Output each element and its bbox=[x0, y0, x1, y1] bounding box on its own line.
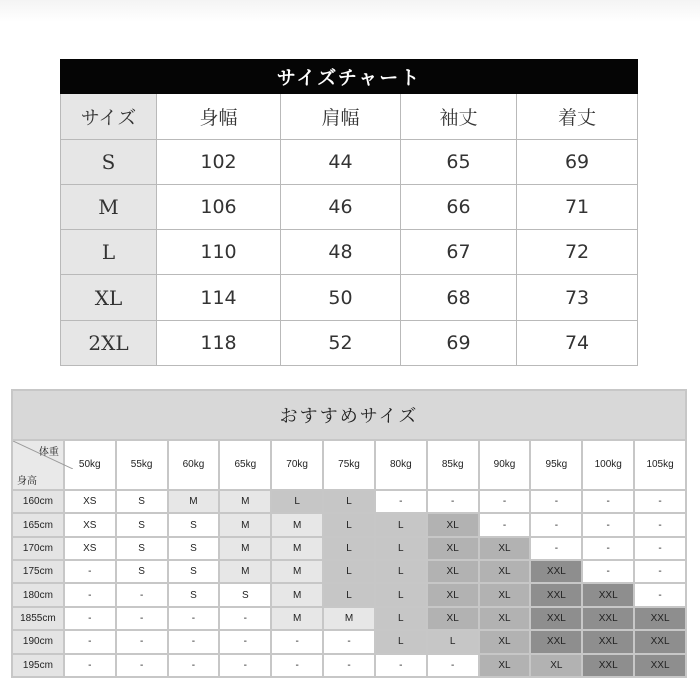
size-header-cell: 着丈 bbox=[517, 94, 638, 139]
size-row bbox=[61, 139, 638, 184]
recommend-size-cell: - bbox=[65, 655, 115, 676]
recommend-row bbox=[13, 514, 685, 535]
size-value-cell: 73 bbox=[517, 275, 638, 320]
size-value-cell: 71 bbox=[517, 184, 638, 229]
recommend-size-cell: M bbox=[272, 561, 322, 582]
size-value-cell: 67 bbox=[401, 230, 517, 275]
recommend-row bbox=[13, 655, 685, 676]
recommend-size-cell: S bbox=[169, 584, 219, 605]
size-chart-table bbox=[60, 59, 638, 366]
recommend-size-cell: - bbox=[583, 514, 633, 535]
weight-header-cell: 65kg bbox=[220, 441, 270, 489]
size-value-cell: 65 bbox=[401, 139, 517, 184]
recommend-size-cell: - bbox=[480, 491, 530, 512]
size-header-cell: 袖丈 bbox=[401, 94, 517, 139]
recommend-size-cell: XS bbox=[65, 514, 115, 535]
recommend-size-cell: XS bbox=[65, 491, 115, 512]
recommend-size-cell: XL bbox=[480, 608, 530, 629]
recommend-size-cell: - bbox=[480, 514, 530, 535]
recommend-size-cell: - bbox=[65, 608, 115, 629]
size-value-cell: 46 bbox=[281, 184, 401, 229]
size-row bbox=[61, 320, 638, 365]
recommend-size-cell: L bbox=[376, 584, 426, 605]
recommend-size-cell: - bbox=[635, 491, 685, 512]
size-value-cell: 69 bbox=[401, 320, 517, 365]
corner-cell bbox=[13, 441, 63, 489]
recommend-size-cell: - bbox=[376, 491, 426, 512]
size-label-cell: L bbox=[61, 230, 157, 275]
recommend-size-cell: L bbox=[376, 631, 426, 652]
size-value-cell: 52 bbox=[281, 320, 401, 365]
height-label-cell: 195cm bbox=[13, 655, 63, 676]
size-label-cell: 2XL bbox=[61, 320, 157, 365]
recommend-size-cell: - bbox=[635, 538, 685, 559]
recommend-row bbox=[13, 584, 685, 605]
weight-header-cell: 55kg bbox=[117, 441, 167, 489]
recommend-size-cell: L bbox=[324, 491, 374, 512]
recommend-size-cell: - bbox=[635, 514, 685, 535]
size-value-cell: 102 bbox=[157, 139, 281, 184]
recommend-size-cell: XL bbox=[480, 655, 530, 676]
recommend-size-cell: - bbox=[531, 491, 581, 512]
recommend-size-cell: - bbox=[272, 655, 322, 676]
recommend-title: おすすめサイズ bbox=[13, 391, 685, 439]
recommend-size-cell: XXL bbox=[635, 631, 685, 652]
recommend-size-cell: XL bbox=[480, 538, 530, 559]
recommend-size-cell: S bbox=[117, 538, 167, 559]
size-value-cell: 66 bbox=[401, 184, 517, 229]
recommend-size-cell: L bbox=[272, 491, 322, 512]
recommend-size-cell: - bbox=[635, 561, 685, 582]
height-label-cell: 160cm bbox=[13, 491, 63, 512]
recommend-size-cell: XL bbox=[480, 584, 530, 605]
recommend-size-cell: XXL bbox=[583, 584, 633, 605]
recommend-size-cell: XXL bbox=[531, 631, 581, 652]
recommend-size-cell: L bbox=[376, 608, 426, 629]
recommend-row bbox=[13, 631, 685, 652]
recommend-size-cell: M bbox=[272, 608, 322, 629]
weight-header-cell: 80kg bbox=[376, 441, 426, 489]
recommend-row bbox=[13, 538, 685, 559]
weight-header-cell: 100kg bbox=[583, 441, 633, 489]
size-row bbox=[61, 230, 638, 275]
weight-header-cell: 60kg bbox=[169, 441, 219, 489]
recommend-size-cell: - bbox=[220, 608, 270, 629]
recommend-size-cell: L bbox=[324, 514, 374, 535]
size-chart-title: サイズチャート bbox=[61, 60, 638, 94]
size-value-cell: 44 bbox=[281, 139, 401, 184]
weight-header-cell: 105kg bbox=[635, 441, 685, 489]
weight-header-cell: 90kg bbox=[480, 441, 530, 489]
recommend-row bbox=[13, 491, 685, 512]
height-label-cell: 180cm bbox=[13, 584, 63, 605]
recommend-size-cell: M bbox=[220, 491, 270, 512]
recommend-size-cell: XL bbox=[428, 538, 478, 559]
recommend-size-cell: XXL bbox=[635, 655, 685, 676]
recommend-size-cell: XL bbox=[428, 561, 478, 582]
recommend-size-cell: M bbox=[220, 514, 270, 535]
recommend-size-cell: XS bbox=[65, 538, 115, 559]
recommend-size-cell: - bbox=[65, 584, 115, 605]
top-shade bbox=[0, 0, 700, 22]
recommend-size-cell: XL bbox=[480, 631, 530, 652]
weight-header-cell: 50kg bbox=[65, 441, 115, 489]
recommend-size-cell: L bbox=[376, 514, 426, 535]
recommend-size-cell: - bbox=[65, 631, 115, 652]
size-label-cell: M bbox=[61, 184, 157, 229]
recommend-size-cell: - bbox=[583, 538, 633, 559]
recommend-size-cell: XL bbox=[428, 584, 478, 605]
recommend-size-cell: - bbox=[169, 608, 219, 629]
recommend-size-cell: M bbox=[272, 584, 322, 605]
recommend-size-cell: - bbox=[531, 538, 581, 559]
recommend-size-cell: XXL bbox=[531, 561, 581, 582]
recommend-size-cell: - bbox=[376, 655, 426, 676]
recommend-size-cell: L bbox=[324, 584, 374, 605]
recommend-size-cell: S bbox=[220, 584, 270, 605]
recommend-size-cell: XXL bbox=[583, 608, 633, 629]
size-value-cell: 114 bbox=[157, 275, 281, 320]
height-label-cell: 165cm bbox=[13, 514, 63, 535]
recommend-size-cell: - bbox=[117, 608, 167, 629]
size-value-cell: 69 bbox=[517, 139, 638, 184]
recommend-size-cell: XXL bbox=[531, 608, 581, 629]
recommend-table bbox=[11, 389, 687, 678]
height-label-cell: 190cm bbox=[13, 631, 63, 652]
size-value-cell: 74 bbox=[517, 320, 638, 365]
recommend-size-cell: M bbox=[220, 538, 270, 559]
size-value-cell: 68 bbox=[401, 275, 517, 320]
recommend-size-cell: L bbox=[376, 538, 426, 559]
recommend-size-cell: M bbox=[272, 514, 322, 535]
recommend-size-cell: - bbox=[117, 584, 167, 605]
height-label-cell: 1855cm bbox=[13, 608, 63, 629]
weight-header-cell: 75kg bbox=[324, 441, 374, 489]
recommend-size-cell: S bbox=[117, 514, 167, 535]
recommend-size-cell: - bbox=[65, 561, 115, 582]
size-value-cell: 118 bbox=[157, 320, 281, 365]
recommend-size-cell: - bbox=[169, 631, 219, 652]
size-header-cell: サイズ bbox=[61, 94, 157, 139]
size-label-cell: S bbox=[61, 139, 157, 184]
size-value-cell: 72 bbox=[517, 230, 638, 275]
recommend-size-cell: S bbox=[169, 514, 219, 535]
recommend-size-cell: L bbox=[376, 561, 426, 582]
recommend-chart bbox=[11, 389, 687, 678]
weight-header-cell: 85kg bbox=[428, 441, 478, 489]
recommend-size-cell: - bbox=[117, 655, 167, 676]
height-label-cell: 175cm bbox=[13, 561, 63, 582]
weight-header-cell: 70kg bbox=[272, 441, 322, 489]
size-value-cell: 48 bbox=[281, 230, 401, 275]
size-row bbox=[61, 184, 638, 229]
recommend-size-cell: - bbox=[583, 491, 633, 512]
recommend-size-cell: L bbox=[428, 631, 478, 652]
recommend-size-cell: - bbox=[117, 631, 167, 652]
recommend-row bbox=[13, 608, 685, 629]
recommend-size-cell: L bbox=[324, 538, 374, 559]
recommend-row bbox=[13, 561, 685, 582]
recommend-size-cell: - bbox=[428, 655, 478, 676]
height-axis-label: 身高 bbox=[17, 475, 37, 487]
height-label-cell: 170cm bbox=[13, 538, 63, 559]
weight-axis-label: 体重 bbox=[38, 446, 59, 458]
recommend-size-cell: - bbox=[531, 514, 581, 535]
recommend-size-cell: XXL bbox=[583, 655, 633, 676]
recommend-size-cell: M bbox=[272, 538, 322, 559]
recommend-size-cell: - bbox=[635, 584, 685, 605]
weight-header-cell: 95kg bbox=[531, 441, 581, 489]
size-value-cell: 106 bbox=[157, 184, 281, 229]
recommend-size-cell: L bbox=[324, 561, 374, 582]
recommend-size-cell: M bbox=[169, 491, 219, 512]
recommend-size-cell: XXL bbox=[635, 608, 685, 629]
size-value-cell: 50 bbox=[281, 275, 401, 320]
recommend-size-cell: XXL bbox=[531, 584, 581, 605]
recommend-size-cell: - bbox=[428, 491, 478, 512]
recommend-size-cell: S bbox=[169, 538, 219, 559]
recommend-size-cell: - bbox=[220, 631, 270, 652]
recommend-size-cell: XXL bbox=[583, 631, 633, 652]
recommend-size-cell: - bbox=[169, 655, 219, 676]
size-header-cell: 身幅 bbox=[157, 94, 281, 139]
size-header-cell: 肩幅 bbox=[281, 94, 401, 139]
recommend-size-cell: S bbox=[117, 561, 167, 582]
recommend-size-cell: M bbox=[220, 561, 270, 582]
recommend-size-cell: S bbox=[169, 561, 219, 582]
size-label-cell: XL bbox=[61, 275, 157, 320]
recommend-size-cell: - bbox=[272, 631, 322, 652]
recommend-size-cell: - bbox=[583, 561, 633, 582]
recommend-size-cell: XL bbox=[480, 561, 530, 582]
size-value-cell: 110 bbox=[157, 230, 281, 275]
recommend-size-cell: M bbox=[324, 608, 374, 629]
recommend-size-cell: XL bbox=[428, 608, 478, 629]
recommend-size-cell: - bbox=[324, 655, 374, 676]
recommend-size-cell: XL bbox=[428, 514, 478, 535]
recommend-size-cell: S bbox=[117, 491, 167, 512]
size-row bbox=[61, 275, 638, 320]
recommend-size-cell: - bbox=[324, 631, 374, 652]
recommend-size-cell: - bbox=[220, 655, 270, 676]
recommend-size-cell: XL bbox=[531, 655, 581, 676]
